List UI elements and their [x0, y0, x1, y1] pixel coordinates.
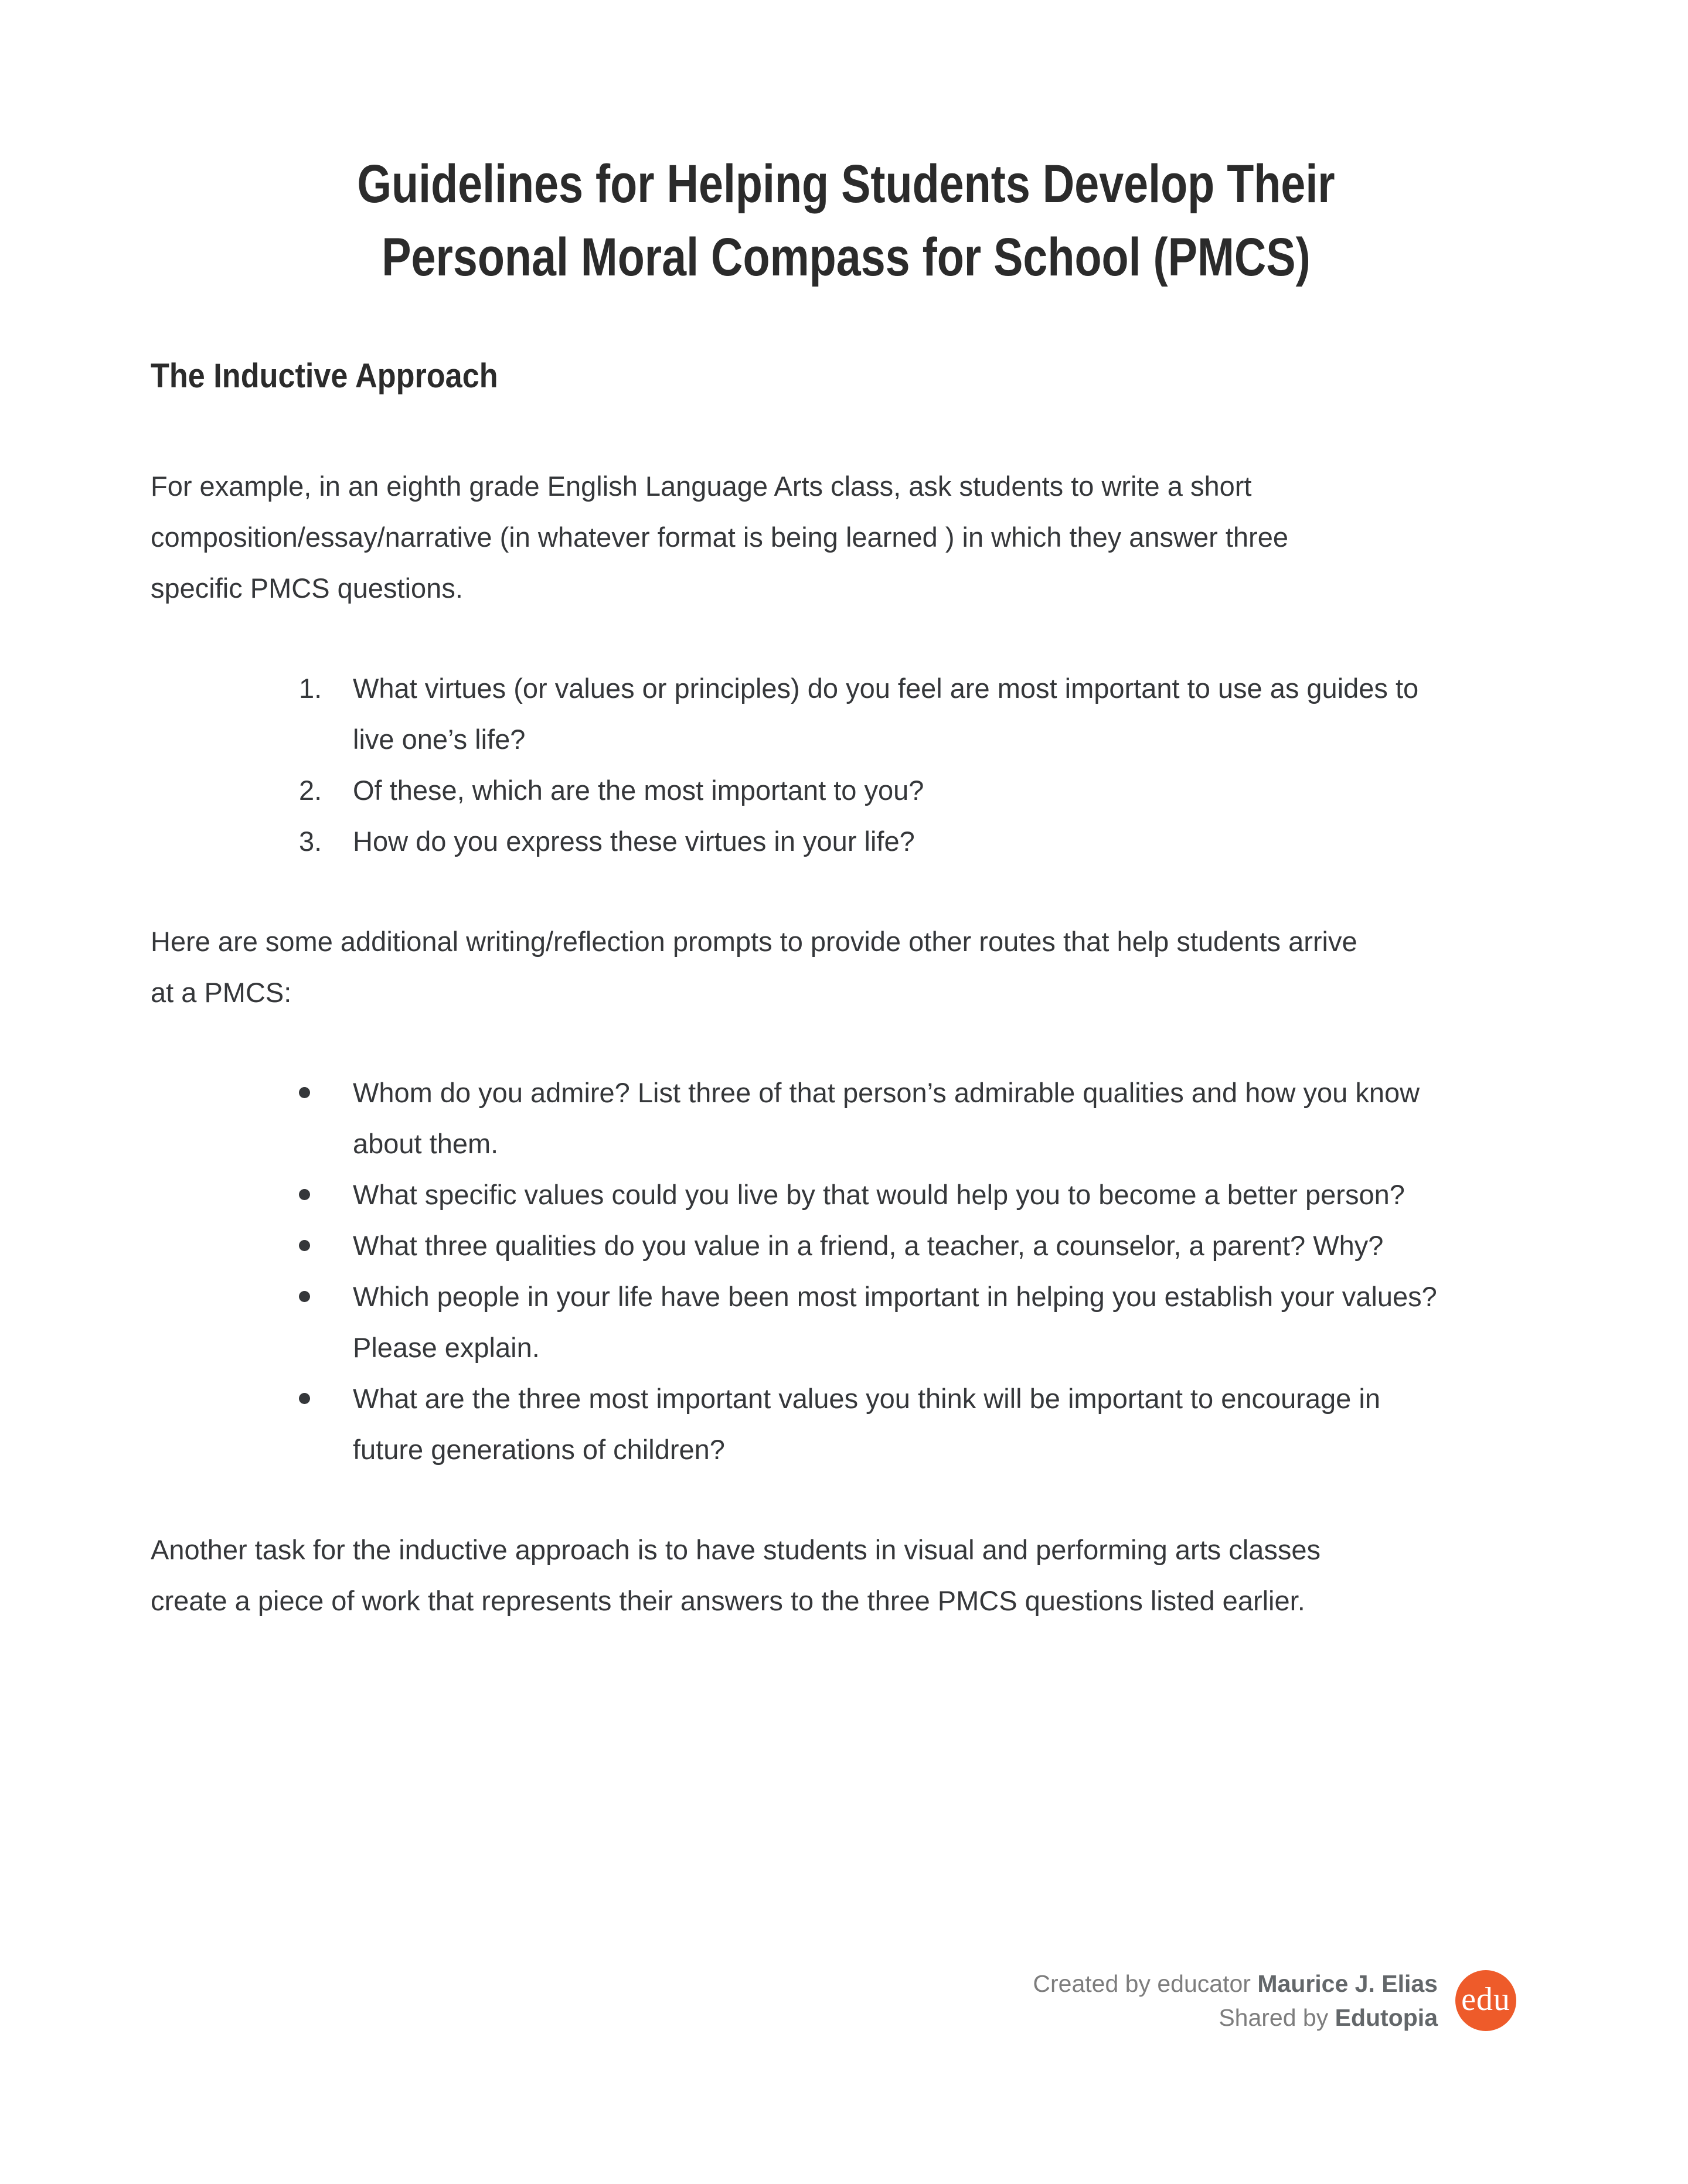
bullet-marker: [299, 1373, 353, 1404]
paragraph-intro: For example, in an eighth grade English Language Arts class, ask students to write a short composition/essay/narrative (in whatever format is being learned ) in which they answer three specific PMCS questions.: [151, 471, 1288, 604]
credit-text: [1033, 1967, 1438, 2035]
list-item-number: 1.: [299, 673, 322, 704]
section-heading: The Inductive Approach: [151, 357, 498, 395]
pmcs-questions-numbered-list: [151, 663, 1541, 867]
bullet-icon: [299, 1240, 310, 1251]
credit-author-name: Maurice J. Elias: [1257, 1970, 1438, 1997]
list-item-text: Of these, which are the most important to you?: [353, 775, 924, 806]
bullet-marker: [299, 1220, 353, 1251]
title-line-1: Guidelines for Helping Students Develop Their: [357, 154, 1335, 214]
shared-org-name: Edutopia: [1335, 2004, 1438, 2031]
bullet-marker: [299, 1271, 353, 1302]
paragraph-prompts: Here are some additional writing/reflection prompts to provide other routes that help students arrive at a PMCS:: [151, 926, 1357, 1008]
writing-prompts-bullet-list: [151, 1067, 1541, 1475]
credit-line-shared: [1033, 2001, 1438, 2035]
list-item-text: What specific values could you live by that would help you to become a better person?: [353, 1179, 1405, 1210]
credit-prefix: Created by educator: [1033, 1970, 1258, 1997]
title-line-2: Personal Moral Compass for School (PMCS): [382, 227, 1311, 287]
bullet-marker: [299, 1067, 353, 1098]
edutopia-logo-icon: [1455, 1970, 1516, 2031]
bullet-list-item: [299, 1067, 1541, 1169]
numbered-list-item: [299, 663, 1541, 765]
bullet-list-item: [299, 1169, 1541, 1220]
list-item-text: How do you express these virtues in your life?: [353, 826, 915, 857]
document-title: [151, 0, 1541, 294]
bullet-icon: [299, 1087, 310, 1098]
credit-line-created: [1033, 1967, 1438, 2001]
list-item-text: What virtues (or values or principles) do you feel are most important to use as guides to live one’s life?: [353, 673, 1419, 755]
list-item-text: Which people in your life have been most important in helping you establish your values? Please explain.: [353, 1281, 1437, 1363]
list-item-text: What are the three most important values you think will be important to encourage in future generations of children?: [353, 1383, 1380, 1465]
list-item-number: 2.: [299, 775, 322, 806]
bullet-marker: [299, 1169, 353, 1200]
bullet-list-item: [299, 1373, 1541, 1475]
footer-credit: [1033, 1967, 1516, 2035]
list-item-number: 3.: [299, 826, 322, 857]
bullet-icon: [299, 1291, 310, 1302]
bullet-icon: [299, 1189, 310, 1200]
numbered-list-item: [299, 816, 1541, 867]
bullet-list-item: [299, 1220, 1541, 1271]
paragraph-another-task: Another task for the inductive approach is to have students in visual and performing arts classes create a piece of work that represents their answers to the three PMCS questions listed earlier.: [151, 1534, 1321, 1616]
shared-prefix: Shared by: [1219, 2004, 1335, 2031]
edutopia-logo-text: edu: [1461, 1981, 1510, 2018]
bullet-icon: [299, 1393, 310, 1404]
numbered-list-item: [299, 765, 1541, 816]
list-item-text: Whom do you admire? List three of that person’s admirable qualities and how you know about them.: [353, 1077, 1420, 1159]
list-item-text: What three qualities do you value in a friend, a teacher, a counselor, a parent? Why?: [353, 1230, 1384, 1261]
bullet-list-item: [299, 1271, 1541, 1373]
